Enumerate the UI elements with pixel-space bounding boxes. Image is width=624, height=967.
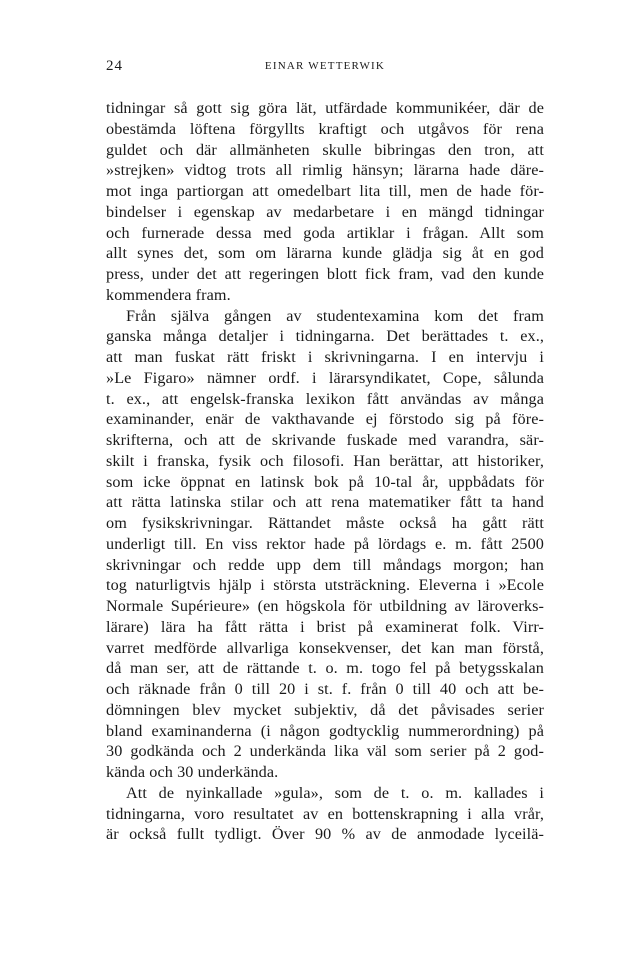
page-number: 24 [106, 58, 123, 74]
text-line: om fysikskrivningar. Rättandet måste också ha gått rätt [106, 514, 544, 532]
text-line: Att de nyinkallade »gula», som de t. o. m. kallades i [126, 783, 544, 802]
text-line: t. ex., att engelsk-franska lexikon fått användas av många [106, 389, 544, 408]
text-line: som icke öppnat en latinsk bok på 10-tal år, uppbådats för [106, 472, 544, 491]
text-line: tidningar så gott sig göra lät, utfärdade kommunikéer, där de [106, 99, 544, 117]
running-head [106, 58, 544, 78]
text-line: lärare) lära ha fått rätta i brist på examinerat folk. Virr- [106, 617, 544, 636]
text-line: och räknade från 0 till 20 i st. f. från 0 till 40 och att be- [106, 680, 544, 698]
text-line: Från själva gången av studentexamina kom det fram [126, 306, 544, 325]
body-text [106, 98, 544, 845]
text-line: allt synes det, som om lärarna kunde glädja sig åt en god [106, 244, 544, 263]
text-line: skrivningar och redde upp dem till måndags morgon; han [106, 555, 544, 574]
text-line: Normale Supérieure» (en högskola för utbildning av läroverks- [106, 597, 544, 615]
text-line: varret medförde allvarliga konsekvenser, det kan man förstå, [106, 638, 544, 657]
text-line: bindelser i egenskap av medarbetare i en mängd tidningar [106, 202, 544, 221]
text-line: och furnerade dessa med goda artiklar i frågan. Allt som [106, 223, 544, 242]
text-line: kommendera fram. [106, 285, 231, 304]
text-line: mot inga partiorgan att omedelbart lita till, men de hade för- [106, 182, 544, 200]
text-line: guldet och där allmänheten skulle bibringas den tron, att [106, 140, 544, 159]
text-line: då man ser, att de rättande t. o. m. togo fel på betygsskalan [106, 659, 544, 678]
text-line: skrifterna, och att de skrivande fuskade med varandra, sär- [106, 431, 544, 449]
running-title: EINAR WETTERWIK [264, 60, 386, 72]
text-line: »strejken» vidtog trots all rimlig hänsyn; lärarna hade däre- [106, 161, 544, 180]
text-line: att rätta latinska stilar och att rena matematiker fått ta hand [106, 493, 544, 512]
text-line: 30 godkända och 2 underkända lika väl som serier på 2 god- [106, 742, 544, 761]
text-line: att man fuskat rätt friskt i skrivningarna. I en intervju i [106, 348, 544, 366]
text-line: examinander, enär de vakthavande ej förstodo sig på före- [106, 410, 544, 429]
text-line: bland examinanderna (i någon godtycklig nummerordning) på [106, 721, 544, 740]
text-line: obestämda löftena förgyllts kraftigt och utgåvos för rena [106, 119, 544, 138]
text-line: är också fullt tydligt. Över 90 % av de anmodade lyceilä- [106, 825, 544, 844]
text-line: »Le Figaro» nämner ordf. i lärarsyndikatet, Cope, sålunda [106, 368, 544, 387]
text-line: press, under det att regeringen blott fick fram, vad den kunde [106, 265, 544, 283]
text-line: ganska många detaljer i tidningarna. Det berättades t. ex., [106, 327, 544, 346]
text-line: dömningen blev mycket subjektiv, då det påvisades serier [106, 700, 544, 719]
text-line: underligt till. En viss rektor hade på lördags e. m. fått 2500 [106, 534, 544, 553]
text-line: tog naturligtvis hjälp i största utsträckning. Eleverna i »Ecole [106, 576, 544, 595]
text-line: skilt i franska, fysik och filosofi. Han berättar, att historiker, [106, 451, 544, 470]
text-line: kända och 30 underkända. [106, 763, 279, 781]
text-line: tidningarna, voro resultatet av en bottenskrapning i alla vrår, [106, 804, 544, 823]
